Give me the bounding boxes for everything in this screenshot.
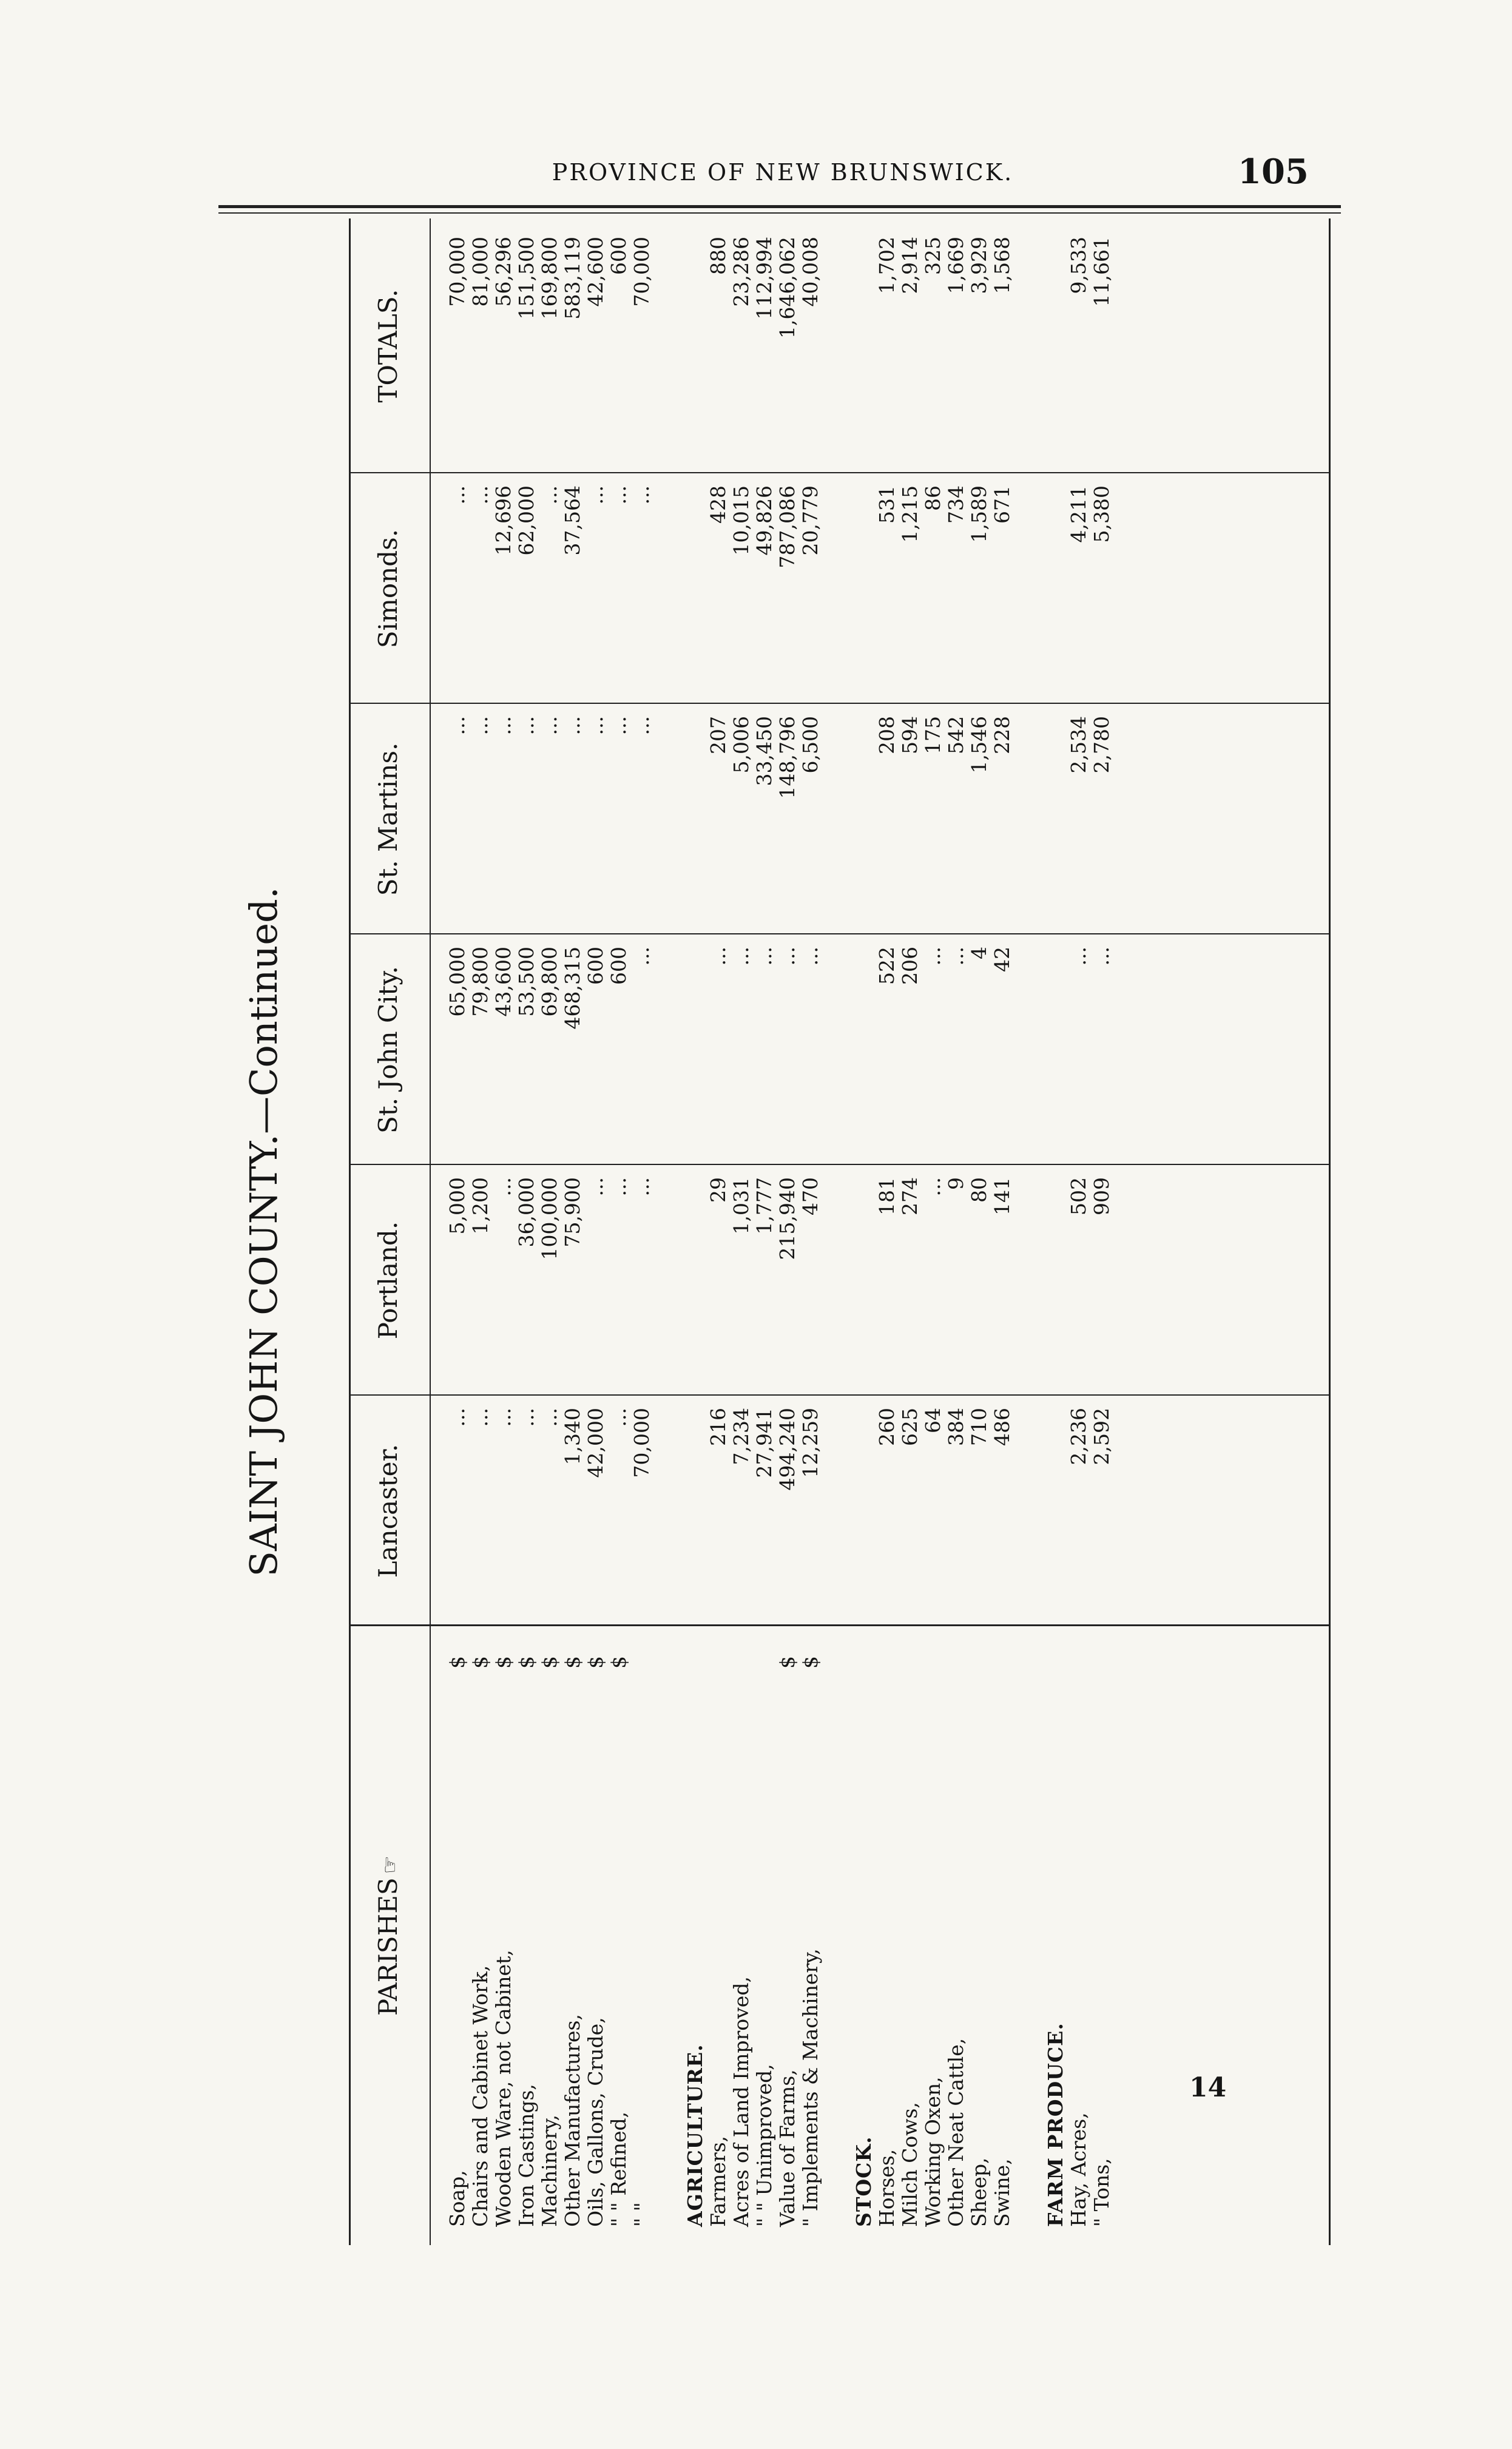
- row-label: Chairs and Cabinet Work,: [468, 1965, 492, 2227]
- row-label: AGRICULTURE.: [683, 2044, 707, 2227]
- cell-lancaster: ...: [468, 1408, 492, 1427]
- row-label: Swine,: [990, 2158, 1014, 2227]
- cell-portland: 141: [990, 1177, 1014, 1215]
- cell-portland: 274: [898, 1177, 922, 1215]
- cell-st-martins: 5,006: [729, 716, 753, 774]
- cell-simonds: 20,779: [798, 485, 822, 556]
- table-row: [561, 218, 584, 2245]
- row-label: " " Refined,: [607, 2111, 630, 2227]
- cell-st-john-city: 42: [990, 947, 1014, 972]
- row-label: FARM PRODUCE.: [1044, 2022, 1067, 2227]
- cell-simonds: ...: [468, 485, 492, 505]
- cell-total: 11,661: [1090, 237, 1113, 307]
- row-label: Value of Farms,: [775, 2069, 799, 2227]
- cell-st-john-city: 65,000: [445, 947, 469, 1017]
- cell-portland: 5,000: [445, 1177, 469, 1235]
- currency-mark: $: [538, 1656, 561, 1669]
- cell-st-martins: 207: [706, 716, 730, 754]
- currency-mark: $: [468, 1656, 492, 1669]
- cell-lancaster: 42,000: [584, 1408, 607, 1478]
- cell-st-martins: 148,796: [775, 716, 799, 799]
- row-label: Soap,: [445, 2170, 469, 2227]
- cell-st-martins: 2,780: [1090, 716, 1113, 774]
- row-label: STOCK.: [852, 2136, 876, 2227]
- cell-st-martins: ...: [538, 716, 561, 735]
- cell-portland: 9: [944, 1177, 968, 1190]
- statistics-table: [237, 218, 1335, 2245]
- table-row: [515, 218, 538, 2245]
- row-label: " ": [630, 2202, 653, 2227]
- cell-simonds: 49,826: [752, 485, 776, 556]
- running-title: PROVINCE OF NEW BRUNSWICK.: [552, 159, 1014, 186]
- cell-lancaster: 710: [967, 1408, 991, 1446]
- table-row: [945, 218, 968, 2245]
- cell-portland: 1,777: [752, 1177, 776, 1235]
- cell-st-john-city: ...: [775, 947, 799, 966]
- section-heading: [684, 218, 707, 2245]
- cell-st-john-city: 79,800: [468, 947, 492, 1017]
- cell-st-john-city: ...: [1090, 947, 1113, 966]
- table-row: [707, 218, 730, 2245]
- table-bottom-rule: [1329, 218, 1331, 2245]
- table-row: [469, 218, 492, 2245]
- cell-st-john-city: ...: [752, 947, 776, 966]
- cell-total: 325: [921, 237, 945, 275]
- cell-portland: 502: [1067, 1177, 1090, 1215]
- cell-portland: 100,000: [538, 1177, 561, 1260]
- table-row: [1067, 218, 1090, 2245]
- cell-portland: ...: [584, 1177, 607, 1197]
- cell-portland: ...: [607, 1177, 630, 1197]
- cell-st-martins: ...: [584, 716, 607, 735]
- column-header-lancaster: Lancaster.: [373, 1444, 403, 1578]
- row-label: Iron Castings,: [515, 2084, 538, 2227]
- cell-lancaster: ...: [445, 1408, 469, 1427]
- cell-simonds: 734: [944, 485, 968, 524]
- cell-st-martins: ...: [561, 716, 584, 735]
- cell-simonds: 428: [706, 485, 730, 524]
- header-bottom-rule: [430, 218, 431, 2245]
- cell-portland: ...: [630, 1177, 653, 1197]
- row-label: Wooden Ware, not Cabinet,: [491, 1950, 515, 2227]
- currency-mark: $: [607, 1656, 630, 1669]
- cell-total: 1,702: [875, 237, 899, 294]
- table-row: [538, 218, 561, 2245]
- cell-simonds: 1,215: [898, 485, 922, 543]
- header-rule: [218, 205, 1341, 208]
- row-label: Sheep,: [967, 2157, 991, 2227]
- column-header-st-martins: St. Martins.: [373, 742, 403, 896]
- cell-simonds: 787,086: [775, 485, 799, 569]
- column-header-simonds: Simonds.: [373, 529, 403, 649]
- cell-st-martins: 208: [875, 716, 899, 754]
- cell-lancaster: 7,234: [729, 1408, 753, 1465]
- section-heading: [1044, 218, 1067, 2245]
- cell-st-martins: ...: [515, 716, 538, 735]
- row-label: Farmers,: [706, 2135, 730, 2227]
- cell-st-john-city: 69,800: [538, 947, 561, 1017]
- cell-portland: 36,000: [515, 1177, 538, 1248]
- cell-simonds: 4,211: [1067, 485, 1090, 543]
- row-label: " Tons,: [1090, 2158, 1113, 2227]
- cell-simonds: 12,696: [491, 485, 515, 556]
- page-header: [0, 152, 1512, 200]
- cell-simonds: 5,380: [1090, 485, 1113, 543]
- cell-st-martins: ...: [468, 716, 492, 735]
- row-label: Machinery,: [538, 2114, 561, 2227]
- table-row: [1090, 218, 1113, 2245]
- cell-total: 81,000: [468, 237, 492, 307]
- cell-simonds: 671: [990, 485, 1014, 524]
- cell-lancaster: 12,259: [798, 1408, 822, 1478]
- cell-lancaster: ...: [491, 1408, 515, 1427]
- currency-mark: $: [561, 1656, 584, 1669]
- cell-st-martins: ...: [491, 716, 515, 735]
- signature-mark: 14: [1189, 2072, 1227, 2103]
- cell-portland: 1,031: [729, 1177, 753, 1235]
- cell-st-martins: 542: [944, 716, 968, 754]
- cell-simonds: 531: [875, 485, 899, 524]
- row-label: Hay, Acres,: [1067, 2112, 1090, 2227]
- cell-lancaster: 216: [706, 1408, 730, 1446]
- cell-lancaster: 625: [898, 1408, 922, 1446]
- cell-total: 56,296: [491, 237, 515, 307]
- cell-simonds: ...: [584, 485, 607, 505]
- cell-total: 600: [607, 237, 630, 275]
- cell-lancaster: 494,240: [775, 1408, 799, 1491]
- cell-st-martins: 594: [898, 716, 922, 754]
- cell-st-martins: 228: [990, 716, 1014, 754]
- cell-st-martins: ...: [607, 716, 630, 735]
- table-row: [630, 218, 653, 2245]
- cell-st-john-city: ...: [1067, 947, 1090, 966]
- cell-total: 42,600: [584, 237, 607, 307]
- row-label: Oils, Gallons, Crude,: [584, 2017, 607, 2227]
- cell-total: 112,994: [752, 237, 776, 320]
- currency-mark: $: [775, 1656, 799, 1669]
- section-heading: [852, 218, 876, 2245]
- cell-st-john-city: 53,500: [515, 947, 538, 1017]
- cell-total: 40,008: [798, 237, 822, 307]
- table-row: [446, 218, 469, 2245]
- cell-lancaster: ...: [538, 1408, 561, 1427]
- cell-lancaster: 384: [944, 1408, 968, 1446]
- cell-lancaster: 260: [875, 1408, 899, 1446]
- cell-st-john-city: ...: [944, 947, 968, 966]
- cell-lancaster: ...: [515, 1408, 538, 1427]
- cell-st-john-city: 4: [967, 947, 991, 959]
- cell-total: 23,286: [729, 237, 753, 307]
- cell-portland: 181: [875, 1177, 899, 1215]
- row-label: Other Neat Cattle,: [944, 2038, 968, 2227]
- cell-lancaster: 64: [921, 1408, 945, 1433]
- cell-lancaster: 2,592: [1090, 1408, 1113, 1465]
- cell-total: 70,000: [630, 237, 653, 307]
- cell-st-john-city: 468,315: [561, 947, 584, 1030]
- cell-st-martins: 6,500: [798, 716, 822, 774]
- cell-portland: 1,200: [468, 1177, 492, 1235]
- cell-simonds: ...: [607, 485, 630, 505]
- cell-total: 583,119: [561, 237, 584, 320]
- table-row: [776, 218, 799, 2245]
- cell-portland: 470: [798, 1177, 822, 1215]
- cell-lancaster: 486: [990, 1408, 1014, 1446]
- cell-st-john-city: ...: [921, 947, 945, 966]
- cell-st-john-city: 522: [875, 947, 899, 985]
- cell-simonds: 86: [921, 485, 945, 511]
- column-header-portland: Portland.: [373, 1221, 403, 1340]
- currency-mark: $: [798, 1656, 822, 1669]
- table-row: [968, 218, 991, 2245]
- cell-portland: 909: [1090, 1177, 1113, 1215]
- currency-mark: $: [584, 1656, 607, 1669]
- row-label: Milch Cows,: [898, 2102, 922, 2227]
- cell-simonds: ...: [538, 485, 561, 505]
- column-header-totals: TOTALS.: [373, 289, 403, 403]
- column-header-st-john-city: St. John City.: [373, 966, 403, 1133]
- table-row: [492, 218, 515, 2245]
- page-number: 105: [1238, 152, 1309, 192]
- cell-total: 9,533: [1067, 237, 1090, 294]
- table-row: [584, 218, 607, 2245]
- cell-st-martins: ...: [630, 716, 653, 735]
- cell-lancaster: 2,236: [1067, 1408, 1090, 1465]
- cell-lancaster: 1,340: [561, 1408, 584, 1465]
- table-row: [991, 218, 1014, 2245]
- cell-simonds: ...: [445, 485, 469, 505]
- table-row: [876, 218, 899, 2245]
- cell-st-martins: 33,450: [752, 716, 776, 786]
- cell-st-john-city: ...: [630, 947, 653, 966]
- table-row: [607, 218, 630, 2245]
- cell-st-john-city: ...: [798, 947, 822, 966]
- table-row: [922, 218, 945, 2245]
- cell-total: 151,500: [515, 237, 538, 320]
- cell-simonds: 37,564: [561, 485, 584, 556]
- cell-lancaster: 70,000: [630, 1408, 653, 1478]
- table-row: [899, 218, 922, 2245]
- cell-st-martins: 2,534: [1067, 716, 1090, 774]
- cell-portland: ...: [491, 1177, 515, 1197]
- cell-total: 1,646,062: [775, 237, 799, 339]
- cell-simonds: 1,589: [967, 485, 991, 543]
- table-title: SAINT JOHN COUNTY.—Continued.: [241, 887, 286, 1577]
- cell-st-john-city: 206: [898, 947, 922, 985]
- cell-st-john-city: 600: [607, 947, 630, 985]
- currency-mark: $: [515, 1656, 538, 1669]
- cell-total: 70,000: [445, 237, 469, 307]
- cell-portland: 29: [706, 1177, 730, 1203]
- cell-total: 2,914: [898, 237, 922, 294]
- cell-total: 3,929: [967, 237, 991, 294]
- cell-portland: ...: [921, 1177, 945, 1197]
- pointing-hand-icon: ☞: [378, 1855, 402, 1874]
- cell-st-martins: 1,546: [967, 716, 991, 774]
- column-header-parishes: PARISHES☞: [355, 1626, 422, 2245]
- table-row: [799, 218, 822, 2245]
- row-label: Acres of Land Improved,: [729, 1976, 753, 2227]
- cell-st-martins: ...: [445, 716, 469, 735]
- row-label: Other Manufactures,: [561, 2014, 584, 2227]
- cell-total: 169,800: [538, 237, 561, 320]
- cell-st-martins: 175: [921, 716, 945, 754]
- cell-portland: 80: [967, 1177, 991, 1203]
- cell-simonds: 62,000: [515, 485, 538, 556]
- row-label: " Implements & Machinery,: [798, 1948, 822, 2227]
- table-row: [753, 218, 776, 2245]
- header-rule-thin: [218, 212, 1341, 214]
- row-label: Working Oxen,: [921, 2076, 945, 2227]
- row-label: Horses,: [875, 2149, 899, 2227]
- cell-st-john-city: ...: [706, 947, 730, 966]
- cell-simonds: 10,015: [729, 485, 753, 556]
- cell-simonds: ...: [630, 485, 653, 505]
- cell-total: 880: [706, 237, 730, 275]
- cell-total: 1,568: [990, 237, 1014, 294]
- cell-lancaster: ...: [607, 1408, 630, 1427]
- table-top-rule: [349, 218, 351, 2245]
- cell-total: 1,669: [944, 237, 968, 294]
- row-label: " " Unimproved,: [752, 2064, 776, 2227]
- cell-lancaster: 27,941: [752, 1408, 776, 1478]
- cell-portland: 75,900: [561, 1177, 584, 1248]
- table-row: [730, 218, 753, 2245]
- currency-mark: $: [445, 1656, 469, 1669]
- cell-st-john-city: 600: [584, 947, 607, 985]
- cell-portland: 215,940: [775, 1177, 799, 1260]
- cell-st-john-city: 43,600: [491, 947, 515, 1017]
- currency-mark: $: [491, 1656, 515, 1669]
- cell-st-john-city: ...: [729, 947, 753, 966]
